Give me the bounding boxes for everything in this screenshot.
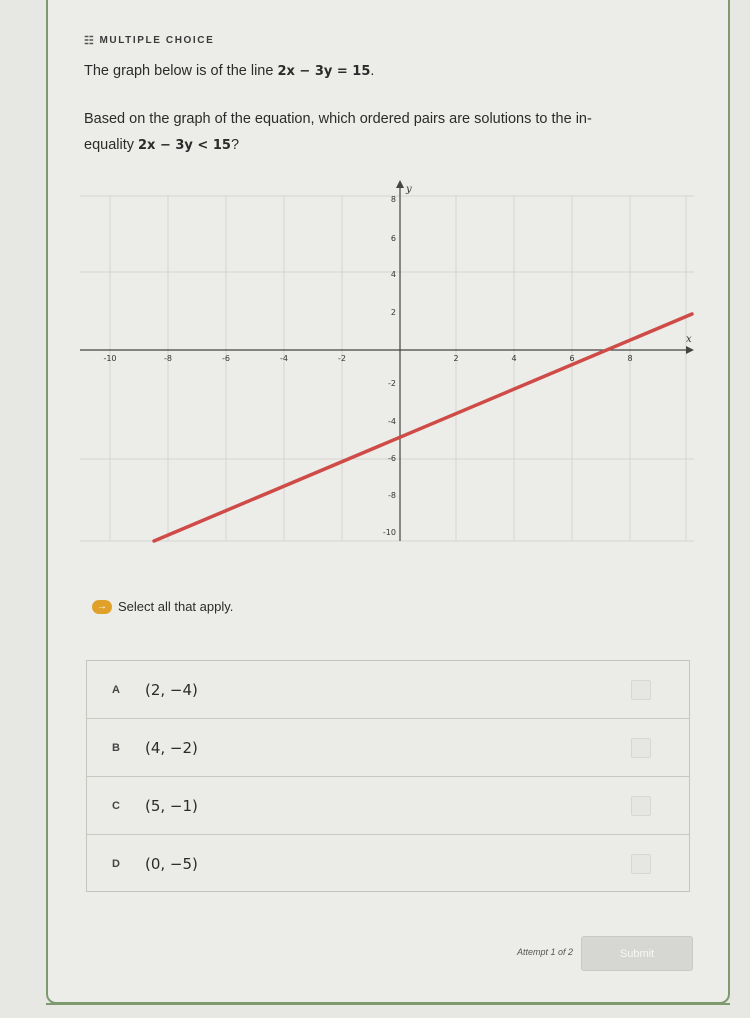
coordinate-graph — [80, 178, 694, 548]
equation: 2x − 3y = 15 — [277, 64, 371, 79]
arrow-right-icon: → — [92, 600, 112, 614]
x-tick-label: -6 — [222, 354, 230, 363]
y-tick-label: 4 — [390, 270, 396, 279]
choice-value: (2, −4) — [145, 680, 198, 699]
question-punct: ? — [230, 137, 240, 153]
x-tick-label: -8 — [164, 354, 172, 363]
choice-b[interactable] — [87, 719, 689, 777]
equation-line — [154, 314, 692, 541]
y-axis-label: y — [406, 184, 412, 195]
y-axis-arrow — [396, 180, 404, 188]
y-tick-label: 8 — [390, 195, 396, 204]
choice-value: (0, −5) — [145, 855, 198, 873]
y-tick-label: 6 — [390, 234, 396, 243]
question-text: The graph below is of the line — [84, 63, 274, 79]
choice-checkbox[interactable] — [631, 854, 651, 874]
choice-letter: A — [112, 683, 120, 696]
x-tick-label: -10 — [103, 354, 117, 363]
y-tick-label: -8 — [388, 491, 396, 500]
x-tick-label: 2 — [453, 354, 459, 363]
choice-a[interactable] — [87, 661, 689, 719]
y-tick-label: -10 — [382, 528, 396, 537]
grid — [80, 196, 694, 541]
x-tick-label: 8 — [627, 354, 633, 363]
instruction-text: Select all that apply. — [118, 599, 234, 614]
choice-value: (4, −2) — [145, 738, 198, 757]
x-tick-label: 4 — [511, 354, 517, 363]
attempt-counter: Attempt 1 of 2 — [517, 947, 574, 957]
choice-letter: C — [112, 799, 120, 812]
x-tick-label: 6 — [569, 354, 575, 363]
inequality: 2x − 3y < 15 — [138, 138, 231, 153]
choice-checkbox[interactable] — [631, 738, 651, 758]
question-text: equality — [84, 137, 134, 153]
y-tick-label: 2 — [390, 308, 396, 317]
x-axis-label: x — [686, 334, 692, 345]
y-tick-label: -6 — [388, 454, 396, 463]
instruction — [92, 599, 233, 614]
question-punct: . — [370, 63, 375, 79]
choice-list — [86, 660, 690, 892]
question-type-header — [84, 34, 214, 47]
x-tick-label: -4 — [280, 354, 288, 363]
y-tick-label: -4 — [388, 417, 396, 426]
question-text: Based on the graph of the equation, which ordered pairs are solutions to the in- — [84, 111, 592, 127]
choice-c[interactable] — [87, 777, 689, 835]
question-line-1 — [84, 63, 374, 79]
x-axis-arrow — [686, 346, 694, 354]
question-line-2 — [84, 111, 592, 127]
question-line-3 — [84, 137, 239, 153]
submit-button[interactable]: Submit — [581, 936, 693, 971]
choice-checkbox[interactable] — [631, 680, 651, 700]
choice-checkbox[interactable] — [631, 796, 651, 816]
choice-letter: D — [112, 858, 120, 870]
x-tick-label: -2 — [338, 354, 346, 363]
multiple-choice-icon: ☷ — [84, 35, 96, 47]
question-type-label: MULTIPLE CHOICE — [99, 35, 215, 46]
choice-value: (5, −1) — [145, 796, 198, 815]
y-tick-label: -2 — [388, 379, 396, 388]
choice-letter: B — [112, 741, 120, 754]
card-bottom-border — [46, 1003, 730, 1005]
choice-d[interactable] — [87, 835, 689, 893]
